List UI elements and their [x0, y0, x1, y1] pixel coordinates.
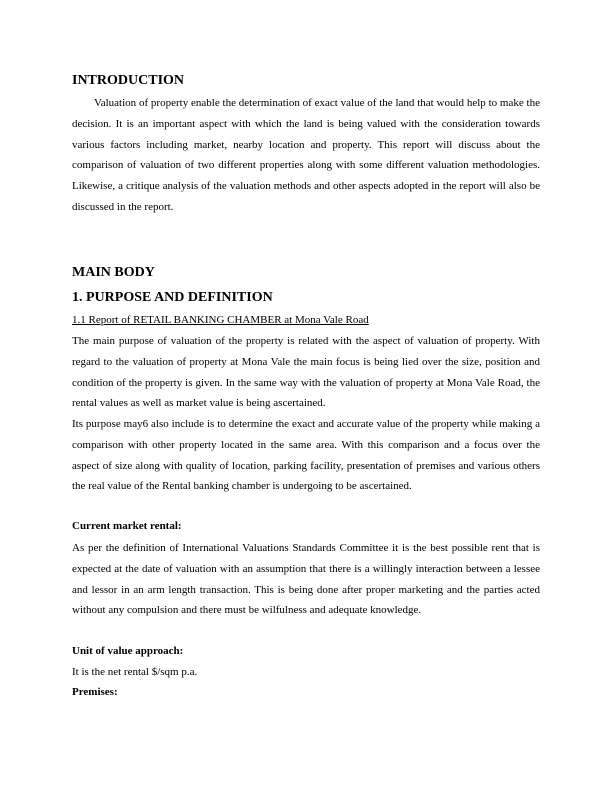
unit-of-value-label: Unit of value approach:	[72, 645, 184, 657]
current-market-rental-label: Current market rental:	[72, 520, 182, 532]
section-title: 1. PURPOSE AND DEFINITION	[72, 290, 273, 305]
premises-label: Premises:	[72, 686, 118, 698]
main-body-heading: MAIN BODY	[72, 265, 155, 280]
introduction-paragraph: Valuation of property enable the determination of exact value of the land that would help to make the decision. It is an important aspect with which the land is being valued with the consideration towards various factors including market, nearby location and property. This report will discuss about the comparison of valuation of two different properties along with some different valuation methodologies. Likewise, a critique analysis of the valuation methods and other aspects adopted in the report will also be discussed in the report.	[72, 97, 540, 213]
unit-of-value-text: It is the net rental $/sqm p.a.	[72, 666, 198, 678]
introduction-heading: INTRODUCTION	[72, 73, 185, 88]
subsection-title: 1.1 Report of RETAIL BANKING CHAMBER at Mona Vale Road	[72, 314, 369, 326]
purpose-paragraph-1: The main purpose of valuation of the property is related with the aspect of valuation of property. With regard to the valuation of property at Mona Vale the main focus is being lied over the size, position and condition of the property is given. In the same way with the valuation of property at Mona Vale Road, the rental values as well as market value is being ascertained.	[72, 335, 540, 410]
purpose-paragraph-2: Its purpose may6 also include is to determine the exact and accurate value of the property while making a comparison with other property located in the same area. With this comparison and a focus over the aspect of size along with quality of location, parking facility, presentation of premises and various others the real value of the Rental banking chamber is undergoing to be ascertained.	[72, 418, 540, 493]
current-market-rental-paragraph: As per the definition of International Valuations Standards Committee it is the best possible rent that is expected at the date of valuation with an assumption that there is a willingly interaction between a lessee and lessor in an arm length transaction. This is being done after proper marketing and the parties acted without any compulsion and there must be wilfulness and adequate knowledge.	[72, 542, 540, 617]
